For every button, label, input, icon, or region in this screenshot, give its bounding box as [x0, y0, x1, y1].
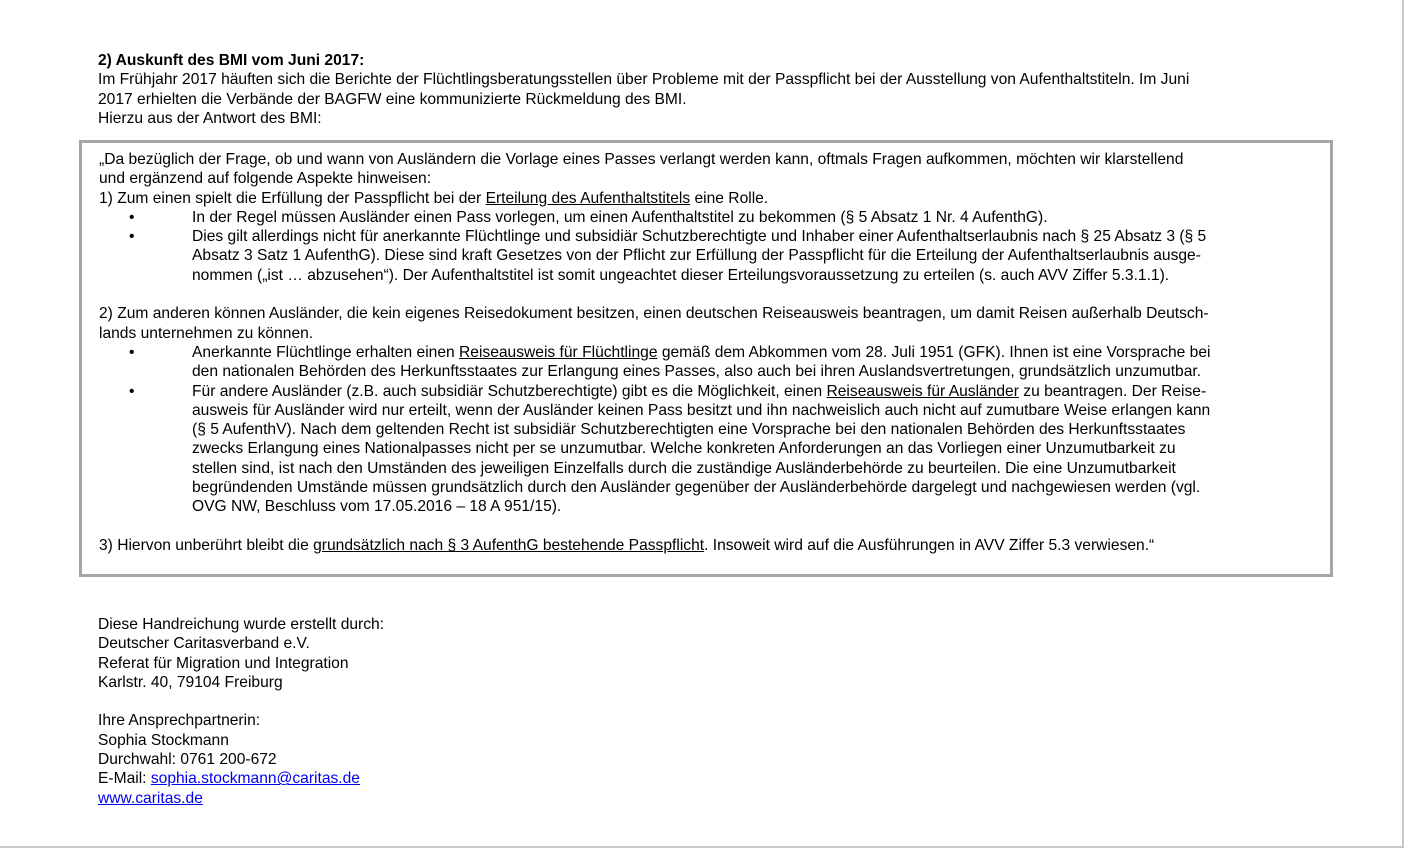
- bmi-quote-box: [79, 140, 1333, 577]
- bullet-icon: •: [129, 382, 135, 400]
- list-item: • Dies gilt allerdings nicht für anerkannte Flüchtlinge und subsidiär Schutzberechtigte und Inhaber einer Aufenthaltserlaubnis nach § 25 Absatz 3 (§ 5 Absatz 3 Satz 1 AufenthG). Diese sind kraft Gesetzes von der Pflicht zur Erfüllung der Passpflicht für die Erteilung der Aufenthaltserlaubnis ausge- nommen („ist … abzusehen“). Der Aufenthaltstitel ist somit ungeachtet dieser Erteilungsvoraussetzung zu erteilen (s. auch AVV Ziffer 5.3.1.1).: [129, 228, 1207, 284]
- intro-line-1: Im Frühjahr 2017 häuften sich die Berichte der Flüchtlingsberatungsstellen über Probleme mit der Passpflicht bei der Ausstellung von Aufenthaltstiteln. Im Juni: [98, 71, 1190, 89]
- quote-content: [99, 150, 1294, 555]
- point-2-bullet-list: [99, 343, 1294, 517]
- list-item: • In der Regel müssen Ausländer einen Pass vorlegen, um einen Aufenthaltstitel zu bekommen (§ 5 Absatz 1 Nr. 4 AufenthG).: [129, 208, 1048, 226]
- section-bmi-info: [98, 51, 1298, 128]
- quote-opening-line-2: und ergänzend auf folgende Aspekte hinweisen:: [99, 170, 432, 188]
- intro-line-2: 2017 erhielten die Verbände der BAGFW eine kommunizierte Rückmeldung des BMI.: [98, 90, 687, 108]
- list-item: • Für andere Ausländer (z.B. auch subsidiär Schutzberechtigte) gibt es die Möglichkeit, einen Reiseausweis für Ausländer zu beantragen. Der Reise- ausweis für Ausländer wird nur erteilt, wenn der Ausländer keinen Pass besitzt und ihn nachweislich auch nicht auf zumutbare Weise erlangen kann (§ 5 AufenthV). Nach dem geltenden Recht ist subsidiär Schutzberechtigten eine Vorsprache bei den nationalen Behörden des Herkunftsstaates zwecks Erlangung eines Nationalpasses nicht per se unzumutbar. Welche konkreten Anforderungen an das Vorliegen einer Unzumutbarkeit zu stellen sind, ist nach den Umständen des jeweiligen Einzelfalls durch die zuständige Ausländerbehörde zu beurteilen. Die eine Unzumutbarkeit begründenden Umstände müssen grundsätzlich durch den Ausländer gegenüber der Ausländerbehörde dargelegt und nachgewiesen werden (vgl. OVG NW, Beschluss vom 17.05.2016 – 18 A 951/15).: [129, 382, 1211, 516]
- list-item: • Anerkannte Flüchtlinge erhalten einen Reiseausweis für Flüchtlinge gemäß dem Abkommen vom 28. Juli 1951 (GFK). Ihnen ist eine Vorsprache bei den nationalen Behörden des Herkunftsstaates zur Erlangung eines Passes, also auch bei ihren Auslandsvertretungen, grundsätzlich unzumutbar.: [129, 343, 1211, 381]
- footer-contact-label: Ihre Ansprechpartnerin:: [98, 712, 261, 730]
- intro-line-3: Hierzu aus der Antwort des BMI:: [98, 109, 322, 127]
- quote-opening-line-1: „Da bezüglich der Frage, ob und wann von Ausländern die Vorlage eines Passes verlangt werden kann, oftmals Fragen aufkommen, möchten wir klarstellend: [99, 151, 1184, 168]
- bullet-icon: •: [129, 208, 135, 226]
- point-1: 1) Zum einen spielt die Erfüllung der Passpflicht bei der Erteilung des Aufenthaltstitels eine Rolle.: [99, 189, 769, 207]
- footer-org: Deutscher Caritasverband e.V.: [98, 635, 310, 653]
- footer-contact: [98, 615, 698, 808]
- point-3: 3) Hiervon unberührt bleibt die grundsätzlich nach § 3 AufenthG bestehende Passpflicht. Insoweit wird auf die Ausführungen in AVV Ziffer 5.3 verwiesen.“: [99, 536, 1155, 554]
- email-link[interactable]: sophia.stockmann@caritas.de: [150, 770, 360, 788]
- point-2-line-2: lands unternehmen zu können.: [99, 324, 314, 342]
- point-1-underlined-term: Erteilung des Aufenthaltstitels: [485, 189, 691, 207]
- point-2-line-1: 2) Zum anderen können Ausländer, die kein eigenes Reisedokument besitzen, einen deutschen Reiseausweis beantragen, um damit Reisen außerhalb Deutsch-: [99, 305, 1209, 323]
- website-link[interactable]: www.caritas.de: [98, 789, 203, 807]
- bullet-icon: •: [129, 343, 135, 361]
- footer-address: Karlstr. 40, 79104 Freiburg: [98, 673, 283, 691]
- underlined-term-refugee-passport: Reiseausweis für Flüchtlinge: [459, 343, 658, 361]
- point-3-underlined-term: grundsätzlich nach § 3 AufenthG bestehende Passpflicht: [313, 536, 705, 554]
- point-1-bullet-list: [99, 208, 1294, 285]
- footer-contact-name: Sophia Stockmann: [98, 731, 229, 749]
- footer-phone: Durchwahl: 0761 200-672: [98, 751, 277, 769]
- underlined-term-foreigner-passport: Reiseausweis für Ausländer: [826, 382, 1019, 400]
- bullet-icon: •: [129, 228, 135, 246]
- footer-dept: Referat für Migration und Integration: [98, 654, 349, 672]
- footer-created-by: Diese Handreichung wurde erstellt durch:: [98, 616, 385, 633]
- section-heading: 2) Auskunft des BMI vom Juni 2017:: [98, 52, 365, 69]
- footer-email-line: E-Mail: sophia.stockmann@caritas.de: [98, 770, 360, 788]
